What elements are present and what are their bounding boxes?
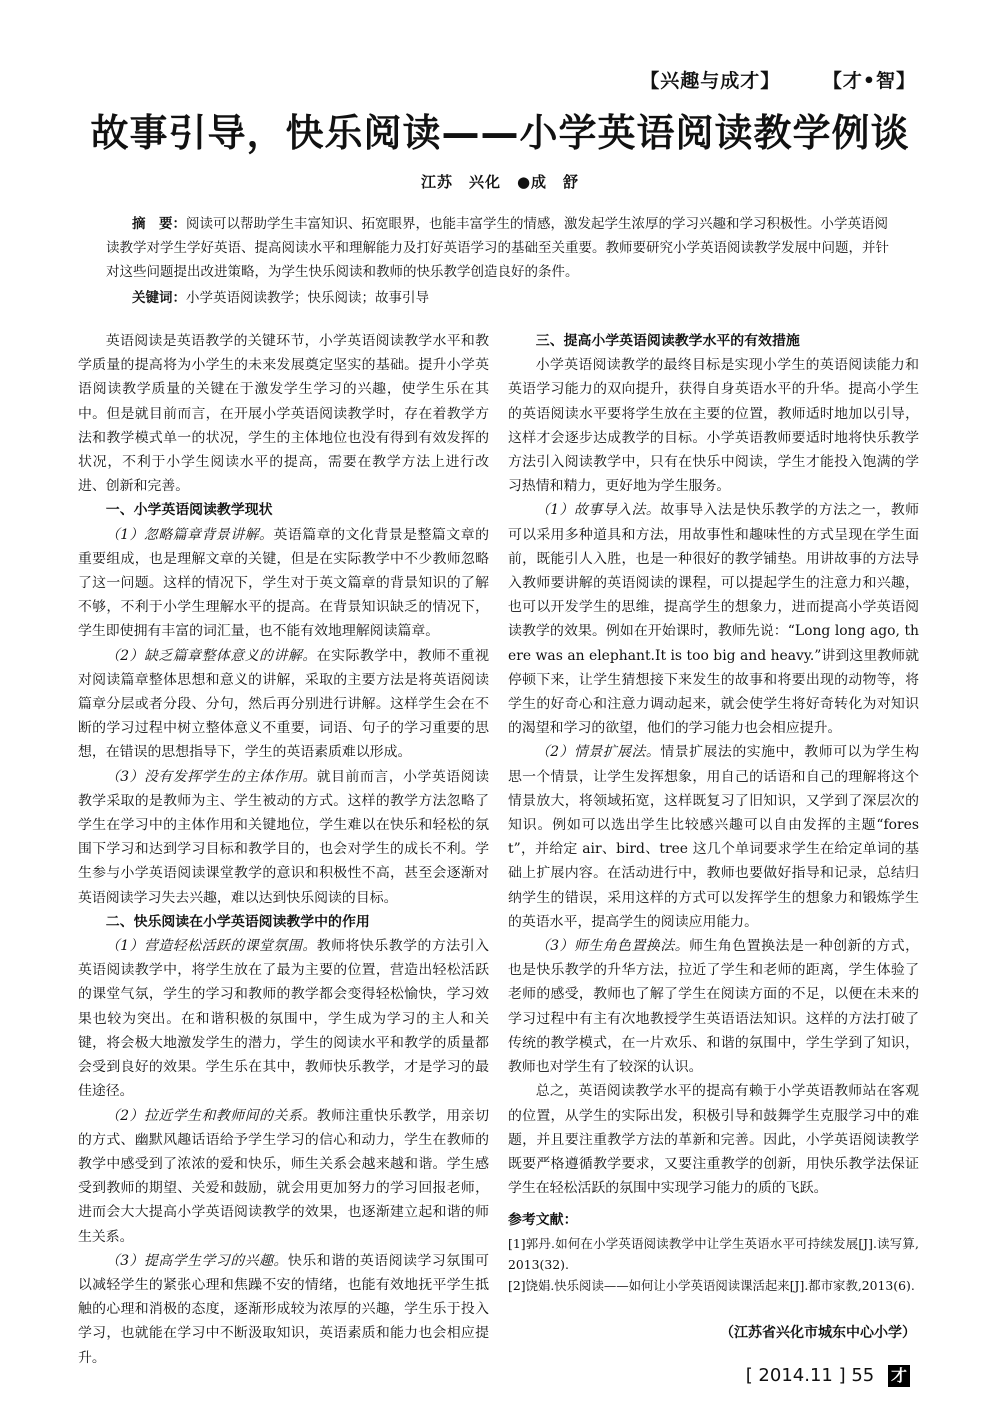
page-number: 55 — [851, 1365, 875, 1386]
paragraph-lead: （2）拉近学生和教师间的关系。 — [105, 1107, 317, 1124]
paragraph-lead: （2）缺乏篇章整体意义的讲解。 — [105, 647, 317, 664]
paragraph-text: 情景扩展法的实施中，教师可以为学生构思一个情景，让学生发挥想象，用自己的话语和自己的理解将这个情景放大，将领域拓宽，这样既复习了旧知识，又学到了深层次的知识。例如可以选出学生比较感兴趣可以自由发挥的主题“forest”，并给定 air、bird、tree 这几个单词要求学生在给定单词的基础上扩展内容。在活动进行中，教师也要做好指导和记录，总结归纳学生的错误，采用这样的方式可以发挥学生的想象力和锻炼学生的英语水平，提高学生的阅读应用能力。 — [508, 744, 919, 930]
abstract-text: 阅读可以帮助学生丰富知识、拓宽眼界，也能丰富学生的情感，激发起学生浓厚的学习兴趣和学习积极性。小学英语阅读教学对学生学好英语、提高阅读水平和理解能力及打好英语学习的基础至关重要。教师要研究小学英语阅读教学发展中问题，并针对这些问题提出改进策略，为学生快乐阅读和教师的快乐教学创造良好的条件。 — [106, 216, 889, 280]
keywords-label: 关键词： — [132, 290, 186, 306]
keywords — [132, 286, 892, 310]
journal-tag: 【才•智】 — [822, 70, 916, 92]
article-title: 故事引导，快乐阅读——小学英语阅读教学例谈 — [90, 111, 910, 155]
section-heading-3: 三、提高小学英语阅读教学水平的有效措施 — [535, 333, 800, 349]
paragraph-lead: （1）故事导入法。 — [535, 502, 661, 519]
journal-header — [640, 66, 916, 93]
paragraph-text: 在实际教学中，教师不重视对阅读篇章整体思想和意义的讲解，采取的主要方法是将英语阅读篇章分层或者分段、分句，然后再分别进行讲解。这样学生会在不断的学习过程中树立整体意义不重要，词语、句子的学习重要的思想，在错误的思想指导下，学生的英语素质难以形成。 — [78, 647, 489, 761]
paragraph-lead: （1）营造轻松活跃的课堂氛围。 — [105, 938, 317, 955]
paragraph-text: 就目前而言，小学英语阅读教学采取的是教师为主、学生被动的方式。这样的教学方法忽略了学生在学习中的主体作用和关键地位，学生难以在快乐和轻松的氛围下学习和达到学习目标和教学目的，也会对学生的成长不利。学生参与小学英语阅读课堂教学的意识和积极性不高，甚至会逐渐对英语阅读学习失去兴趣，难以达到快乐阅读的目标。 — [78, 768, 489, 906]
conclusion-paragraph: 总之，英语阅读教学水平的提高有赖于小学英语教师站在客观的位置，从学生的实际出发，积极引导和鼓舞学生克服学习中的难题，并且要注重教学方法的革新和完善。因此，小学英语阅读教学既要严格遵循教学要求，又要注重教学的创新，用快乐教学法保证学生在轻松活跃的氛围中实现学习能力的质的飞跃。 — [508, 1083, 919, 1197]
affiliation: （江苏省兴化市城东中心小学） — [720, 1325, 916, 1341]
abstract-label: 摘 要： — [132, 216, 186, 232]
paragraph — [78, 523, 489, 644]
paragraph — [78, 765, 489, 910]
right-column — [508, 329, 919, 1296]
author-line: 江苏 兴化 ●成 舒 — [420, 173, 580, 191]
paragraph-lead: （3）提高学生学习的兴趣。 — [105, 1252, 288, 1269]
paragraph-text: 教师将快乐教学的方法引入英语阅读教学中，将学生放在了最为主要的位置，营造出轻松活跃的课堂气氛，学生的学习和教师的教学都会变得轻松愉快，学习效果也较为突出。在和谐积极的氛围中，学生成为学习的主人和关键，将会极大地激发学生的潜力，学生的阅读水平和教学的质量都会受到良好的效果。学生乐在其中，教师快乐教学，才是学习的最佳途径。 — [78, 938, 489, 1100]
paragraph — [78, 1249, 489, 1370]
reference-item: [2]饶娟.快乐阅读——如何让小学英语阅读课活起来[J].都市家教,2013(6). — [508, 1277, 915, 1293]
paragraph-text: 师生角色置换法是一种创新的方式，也是快乐教学的升华方法，拉近了学生和老师的距离，学生体验了老师的感受，教师也了解了学生在阅读方面的不足，以便在未来的学习过程中有主有次地教授学生英语语法知识。这样的方法打破了传统的教学模式，在一片欢乐、和谐的氛围中，学生学到了知识，教师也对学生有了较深的认识。 — [508, 938, 919, 1076]
issue-date: [ 2014.11 ] — [745, 1365, 846, 1386]
paragraph-text: 快乐和谐的英语阅读学习氛围可以减轻学生的紧张心理和焦躁不安的情绪，也能有效地抚平学生抵触的心理和消极的态度，逐渐形成较为浓厚的兴趣，学生乐于投入学习，也就能在学习中不断汲取知识，英语素质和能力也会相应提升。 — [78, 1252, 489, 1366]
paragraph — [508, 498, 919, 740]
paragraph-lead: （2）情景扩展法。 — [535, 744, 661, 761]
abstract — [106, 212, 896, 284]
paragraph-lead: （1）忽略篇章背景讲解。 — [105, 526, 274, 543]
page-footer — [746, 1365, 910, 1387]
intro-paragraph: 英语阅读是英语教学的关键环节，小学英语阅读教学水平和教学质量的提高将为小学生的未来发展奠定坚实的基础。提升小学英语阅读教学质量的关键在于激发学生学习的兴趣，使学生乐在其中。但是就目前而言，在开展小学英语阅读教学时，存在着教学方法和教学模式单一的状况，学生的主体地位也没有得到有效发挥的状况，不利于小学生阅读水平的提高，需要在教学方法上进行改进、创新和完善。 — [78, 333, 489, 495]
references-title: 参考文献： — [508, 1212, 578, 1229]
paragraph-text: 教师注重快乐教学，用亲切的方式、幽默风趣话语给予学生学习的信心和动力，学生在教师的教学中感受到了浓浓的爱和快乐，师生关系会越来越和谐。学生感受到教师的期望、关爱和鼓励，就会用更加努力的学习回报老师，进而会大大提高小学英语阅读教学的效果，也逐渐建立起和谐的师生关系。 — [78, 1107, 489, 1245]
paragraph-text: 英语篇章的文化背景是整篇文章的重要组成，也是理解文章的关键，但是在实际教学中不少教师忽略了这一问题。这样的情况下，学生对于英文篇章的背景知识的了解不够，不利于小学生理解水平的提高。在背景知识缺乏的情况下，学生即使拥有丰富的词汇量，也不能有效地理解阅读篇章。 — [78, 526, 489, 640]
paragraph — [508, 740, 919, 934]
paragraph — [78, 644, 489, 765]
paragraph — [78, 1104, 489, 1249]
journal-logo-icon: 才 — [888, 1365, 910, 1387]
reference-item: [1]郭丹.如何在小学英语阅读教学中让学生英语水平可持续发展[J].读写算,2013(32). — [508, 1235, 919, 1272]
paragraph — [508, 934, 919, 1079]
keywords-text: 小学英语阅读教学；快乐阅读；故事引导 — [186, 290, 429, 306]
column-name: 【兴趣与成才】 — [640, 70, 781, 92]
paragraph — [78, 934, 489, 1103]
left-column — [78, 329, 489, 1370]
section-heading-1: 一、小学英语阅读教学现状 — [105, 502, 273, 519]
paragraph-text: 故事导入法是快乐教学的方法之一，教师可以采用多种道具和方法，用故事性和趣味性的方式呈现在学生面前，既能引人入胜，也是一种很好的教学铺垫。用讲故事的方法导入教师要讲解的英语阅读的课程，可以提起学生的注意力和兴趣，也可以开发学生的思维，提高学生的想象力，进而提高小学英语阅读教学的效果。例如在开始课时，教师先说：“Long long ago, there was an elephant.It is too big and heavy.”讲到这里教师就停顿下来，让学生猜想接下来发生的故事和将要出现的动物等，将学生的好奇心和注意力调动起来，就会使学生将好奇转化为对知识的渴望和学习的欲望，他们的学习能力也会相应提升。 — [508, 502, 919, 737]
paragraph-lead: （3）师生角色置换法。 — [535, 938, 690, 955]
paragraph-lead: （3）没有发挥学生的主体作用。 — [105, 768, 317, 785]
section-heading-2: 二、快乐阅读在小学英语阅读教学中的作用 — [105, 913, 370, 930]
paragraph: 小学英语阅读教学的最终目标是实现小学生的英语阅读能力和英语学习能力的双向提升，获得自身英语水平的升华。提高小学生的英语阅读水平要将学生放在主要的位置，教师适时地加以引导，这样才会逐步达成教学的目标。小学英语教师要适时地将快乐教学方法引入阅读教学中，只有在快乐中阅读，学生才能投入饱满的学习热情和精力，更好地为学生服务。 — [508, 357, 919, 495]
